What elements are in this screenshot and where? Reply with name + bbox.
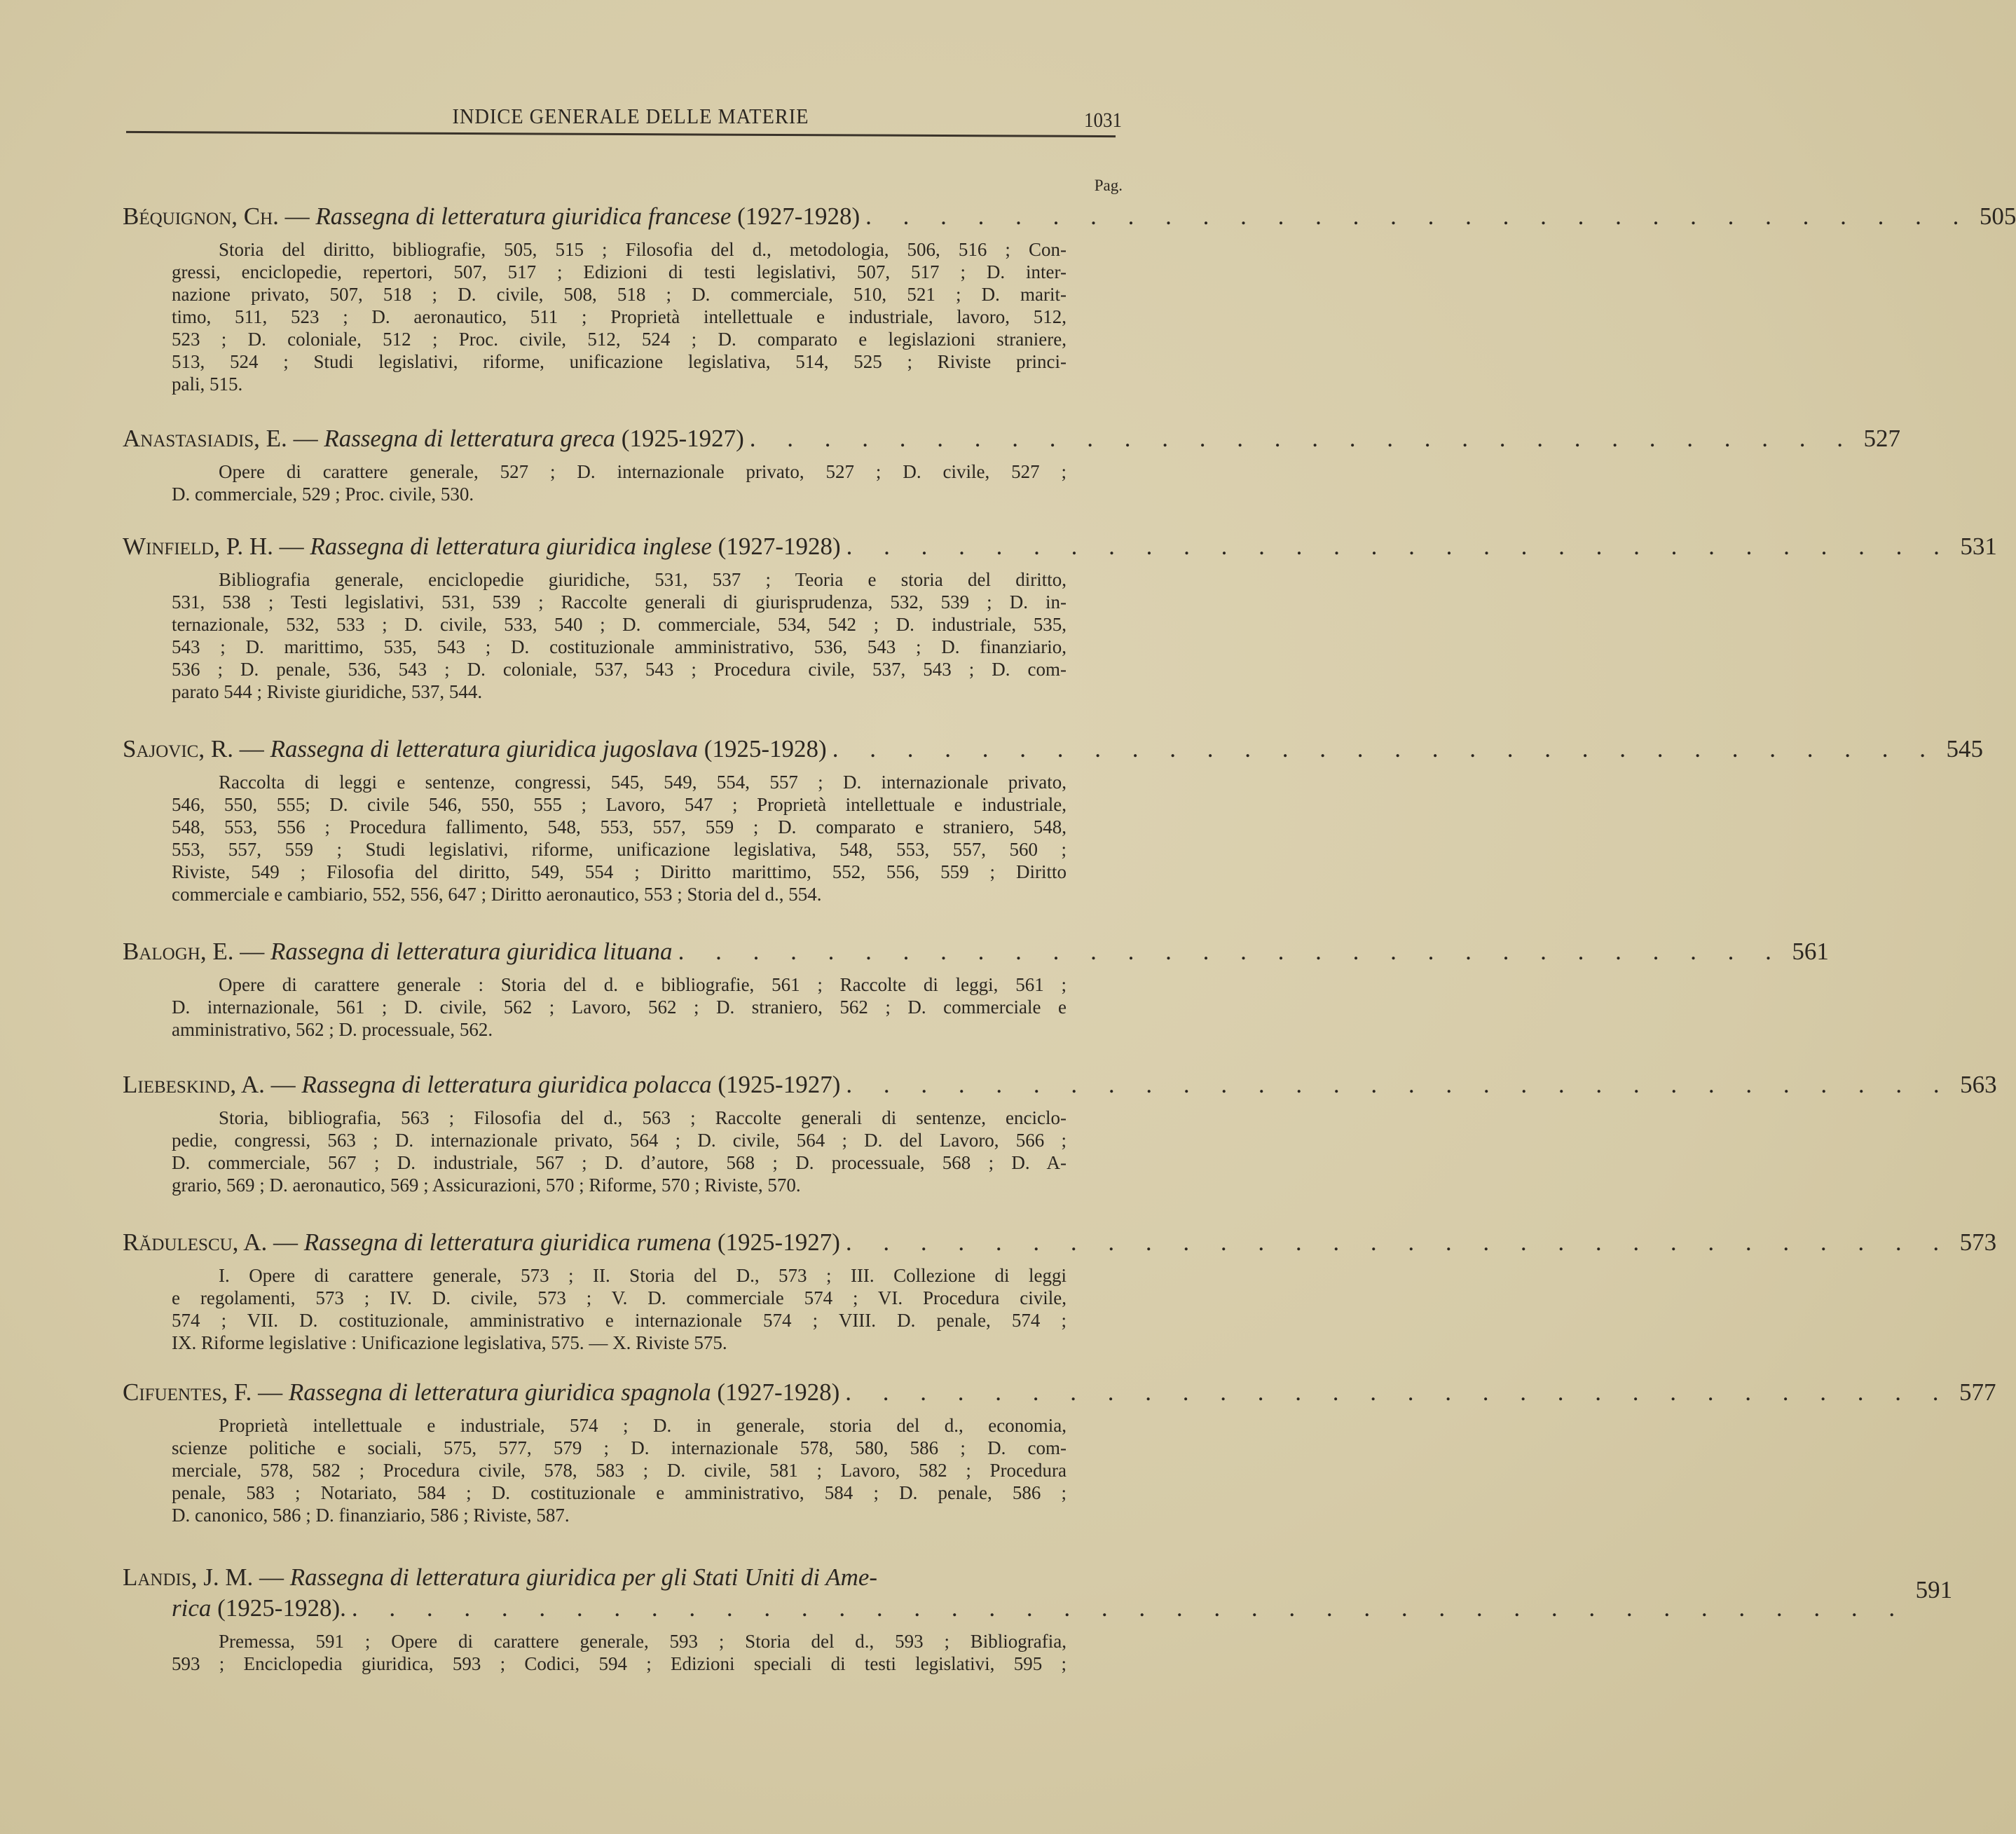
article-years: (1925-1927) (718, 1071, 841, 1098)
index-entry (123, 423, 1901, 505)
index-entry (123, 1377, 1996, 1526)
dot-leader: . . . . . . . . . . . . . . . . . . . . . . . . . . . . . . (865, 203, 1972, 230)
dot-leader: . . . . . . . . . . . . . . . . . . . . . . . . . . . . . . (845, 1229, 1952, 1256)
entry-page-number: 505 (1979, 203, 2016, 230)
entry-heading (123, 531, 1997, 562)
em-dash: — (273, 533, 310, 560)
author-name: Béquignon, Ch. (123, 203, 279, 230)
entry-subject-list (172, 1630, 1067, 1675)
spacer (712, 1069, 718, 1100)
article-title-continued: rica (172, 1594, 212, 1622)
subject-line: IX. Riforme legislative : Unificazione legislativa, 575. — X. Riviste 575. (172, 1332, 727, 1353)
author-name: Anastasiadis, E. (123, 425, 287, 452)
subject-line: 548, 553, 556 ; Procedura fallimento, 548, 553, 557, 559 ; D. comparato e straniero, 548, (172, 816, 1067, 837)
entry-heading (123, 201, 2016, 232)
article-title: Rassegna di letteratura giuridica spagnola (288, 1378, 711, 1406)
subject-line: Opere di carattere generale, 527 ; D. internazionale privato, 527 ; D. civile, 527 ; (219, 461, 1067, 482)
subject-line: Opere di carattere generale : Storia del d. e bibliografie, 561 ; Raccolte di leggi, 561 ; (219, 974, 1067, 995)
article-years: (1927-1928) (718, 533, 841, 560)
author-name: Cifuentes, F. (123, 1378, 252, 1406)
subject-line: D. canonico, 586 ; D. finanziario, 586 ; Riviste, 587. (172, 1505, 570, 1526)
entry-heading (123, 936, 1829, 967)
em-dash: — (267, 1229, 304, 1256)
index-entry (123, 1227, 1997, 1354)
entry-page-number: 591 (1915, 1576, 1953, 1603)
subject-line: I. Opere di carattere generale, 573 ; II. Storia del D., 573 ; III. Collezione di leggi (219, 1265, 1067, 1286)
subject-line: pedie, congressi, 563 ; D. internazionale privato, 564 ; D. civile, 564 ; D. del Lavoro, 566 ; (172, 1130, 1067, 1151)
subject-line: D. commerciale, 529 ; Proc. civile, 530. (172, 484, 474, 505)
dot-leader: . . . . . . . . . . . . . . . . . . . . . . . . . . . . . . (846, 1071, 1952, 1098)
subject-line: 546, 550, 555; D. civile 546, 550, 555 ; Lavoro, 547 ; Proprietà intellettuale e industriale, (172, 794, 1067, 815)
index-entry (123, 1562, 1953, 1675)
em-dash: — (264, 1071, 302, 1098)
em-dash: — (287, 425, 324, 452)
subject-line: Storia del diritto, bibliografie, 505, 515 ; Filosofia del d., metodologia, 506, 516 ; Con- (219, 239, 1067, 260)
spacer (731, 201, 737, 232)
entry-subject-list (172, 1414, 1067, 1526)
dot-leader: . . . . . . . . . . . . . . . . . . . . . . . . . . . . . . . . . . . . . . . . . . (351, 1594, 1908, 1622)
running-head: INDICE GENERALE DELLE MATERIE (452, 104, 809, 128)
subject-line: 513, 524 ; Studi legislativi, riforme, unificazione legislativa, 514, 525 ; Riviste princi- (172, 351, 1067, 372)
article-title: Rassegna di letteratura greca (324, 425, 616, 452)
spacer (712, 531, 718, 562)
entry-heading (123, 1227, 1997, 1258)
em-dash: — (233, 938, 270, 965)
entry-subject-list (172, 1107, 1067, 1196)
article-years: (1925-1928). (217, 1594, 346, 1622)
entry-heading (123, 734, 1983, 765)
page-number: 1031 (1084, 109, 1122, 132)
dot-leader: . . . . . . . . . . . . . . . . . . . . . . . . . . . . . . (678, 938, 1784, 965)
subject-line: merciale, 578, 582 ; Procedura civile, 578, 583 ; D. civile, 581 ; Lavoro, 582 ; Procedura (172, 1460, 1067, 1481)
subject-line: Premessa, 591 ; Opere di carattere generale, 593 ; Storia del d., 593 ; Bibliografia, (219, 1631, 1067, 1652)
subject-line: parato 544 ; Riviste giuridiche, 537, 544. (172, 681, 483, 702)
subject-line: penale, 583 ; Notariato, 584 ; D. costituzionale e amministrativo, 584 ; D. penale, 586 ; (172, 1482, 1067, 1503)
entry-page-number: 527 (1863, 425, 1901, 452)
index-entry (123, 201, 2016, 395)
subject-line: 536 ; D. penale, 536, 543 ; D. coloniale, 537, 543 ; Procedura civile, 537, 543 ; D. com- (172, 659, 1067, 680)
entry-page-number: 577 (1959, 1378, 1996, 1406)
article-years: (1927-1928) (717, 1378, 840, 1406)
subject-line: Proprietà intellettuale e industriale, 574 ; D. in generale, storia del d., economia, (219, 1415, 1067, 1436)
subject-line: 543 ; D. marittimo, 535, 543 ; D. costituzionale amministrativo, 536, 543 ; D. finanziario, (172, 636, 1067, 657)
index-entry (123, 531, 1997, 703)
spacer (711, 1227, 718, 1258)
spacer (698, 734, 704, 765)
index-entry (123, 734, 1983, 905)
subject-line: pali, 515. (172, 374, 243, 395)
dot-leader: . . . . . . . . . . . . . . . . . . . . . . . . . . . . . . (832, 735, 1938, 762)
subject-line: ternazionale, 532, 533 ; D. civile, 533, 540 ; D. commerciale, 534, 542 ; D. industriale, 535, (172, 614, 1067, 635)
subject-line: 523 ; D. coloniale, 512 ; Proc. civile, 512, 524 ; D. comparato e legislazioni straniere, (172, 329, 1067, 350)
entry-page-number: 545 (1946, 735, 1983, 762)
spacer (711, 1377, 718, 1408)
entry-subject-list (172, 568, 1067, 703)
author-name: Liebeskind, A. (123, 1071, 265, 1098)
subject-line: D. internazionale, 561 ; D. civile, 562 ; Lavoro, 562 ; D. straniero, 562 ; D. commerciale e (172, 997, 1067, 1018)
subject-line: Riviste, 549 ; Filosofia del diritto, 549, 554 ; Diritto marittimo, 552, 556, 559 ; Diritto (172, 861, 1067, 882)
entry-subject-list (172, 1264, 1067, 1354)
subject-line: 593 ; Enciclopedia giuridica, 593 ; Codici, 594 ; Edizioni speciali di testi legislativi, 595 ; (172, 1653, 1067, 1674)
subject-line: 531, 538 ; Testi legislativi, 531, 539 ; Raccolte generali di giurisprudenza, 532, 539 ; D. in- (172, 591, 1067, 613)
article-title: Rassegna di letteratura giuridica lituana (270, 938, 673, 965)
subject-line: gressi, enciclopedie, repertori, 507, 517 ; Edizioni di testi legislativi, 507, 517 ; D. inter- (172, 261, 1067, 282)
spacer (211, 1593, 217, 1624)
author-name: Landis, J. M. (123, 1563, 254, 1591)
author-name: Sajovic, R. (123, 735, 233, 762)
subject-line: 574 ; VII. D. costituzionale, amministrativo e internazionale 574 ; VIII. D. penale, 574 ; (172, 1310, 1067, 1331)
entry-subject-list (172, 238, 1067, 395)
entry-page-number: 561 (1792, 938, 1829, 965)
subject-line: amministrativo, 562 ; D. processuale, 562. (172, 1019, 493, 1040)
author-name: Rădulescu, A. (123, 1229, 268, 1256)
subject-line: Storia, bibliografia, 563 ; Filosofia del d., 563 ; Raccolte generali di sentenze, enciclo- (219, 1107, 1067, 1128)
subject-line: grario, 569 ; D. aeronautico, 569 ; Assicurazioni, 570 ; Riforme, 570 ; Riviste, 570. (172, 1175, 801, 1196)
entry-page-number: 563 (1960, 1071, 1997, 1098)
article-title: Rassegna di letteratura giuridica polacca (301, 1071, 712, 1098)
subject-line: nazione privato, 507, 518 ; D. civile, 508, 518 ; D. commerciale, 510, 521 ; D. marit- (172, 284, 1067, 305)
entry-heading (123, 1069, 1997, 1100)
entry-heading (123, 1562, 1123, 1593)
article-title: Rassegna di letteratura giuridica francese (315, 203, 732, 230)
subject-line: Raccolta di leggi e sentenze, congressi, 545, 549, 554, 557 ; D. internazionale privato, (219, 772, 1067, 793)
dot-leader: . . . . . . . . . . . . . . . . . . . . . . . . . . . . . . (846, 533, 1952, 560)
subject-line: timo, 511, 523 ; D. aeronautico, 511 ; Proprietà intellettuale e industriale, lavoro, 512, (172, 306, 1067, 327)
entry-subject-list (172, 973, 1067, 1041)
subject-line: e regolamenti, 573 ; IV. D. civile, 573 ; V. D. commerciale 574 ; VI. Procedura civile, (172, 1287, 1067, 1308)
article-years: (1927-1928) (737, 203, 860, 230)
em-dash: — (278, 203, 316, 230)
index-entry (123, 1069, 1997, 1196)
dot-leader: . . . . . . . . . . . . . . . . . . . . . . . . . . . . . . (749, 425, 1856, 452)
pag-column-label: Pag. (1094, 177, 1123, 194)
article-title: Rassegna di letteratura giuridica per gli Stati Uniti di Ame- (289, 1563, 878, 1591)
subject-line: 553, 557, 559 ; Studi legislativi, riforme, unificazione legislativa, 548, 553, 557, 560 ; (172, 839, 1067, 860)
entry-heading (123, 423, 1901, 454)
article-years: (1925-1928) (704, 735, 827, 762)
header-rule (126, 131, 1116, 137)
entry-heading (123, 1377, 1996, 1408)
article-years: (1925-1927) (717, 1229, 840, 1256)
spacer (615, 423, 622, 454)
subject-line: commerciale e cambiario, 552, 556, 647 ; Diritto aeronautico, 553 ; Storia del d., 554. (172, 884, 822, 905)
article-title: Rassegna di letteratura giuridica inglese (310, 533, 712, 560)
index-entry (123, 936, 1829, 1041)
em-dash: — (233, 735, 270, 762)
em-dash: — (252, 1378, 289, 1406)
article-title: Rassegna di letteratura giuridica rumena (303, 1229, 712, 1256)
dot-leader: . . . . . . . . . . . . . . . . . . . . . . . . . . . . . . (845, 1378, 1952, 1406)
entry-subject-list (172, 771, 1067, 905)
author-name: Winfield, P. H. (123, 533, 273, 560)
entry-page-number: 573 (1959, 1229, 1997, 1256)
entry-page-number: 531 (1960, 533, 1997, 560)
em-dash: — (253, 1563, 290, 1591)
entry-subject-list (172, 460, 1067, 505)
article-title: Rassegna di letteratura giuridica jugoslava (270, 735, 698, 762)
subject-line: scienze politiche e sociali, 575, 577, 579 ; D. internazionale 578, 580, 586 ; D. com- (172, 1437, 1067, 1458)
author-name: Balogh, E. (123, 938, 234, 965)
subject-line: D. commerciale, 567 ; D. industriale, 567 ; D. d’autore, 568 ; D. processuale, 568 ; D. A- (172, 1152, 1067, 1173)
subject-line: Bibliografia generale, enciclopedie giuridiche, 531, 537 ; Teoria e storia del diritto, (219, 569, 1067, 590)
article-years: (1925-1927) (621, 425, 744, 452)
